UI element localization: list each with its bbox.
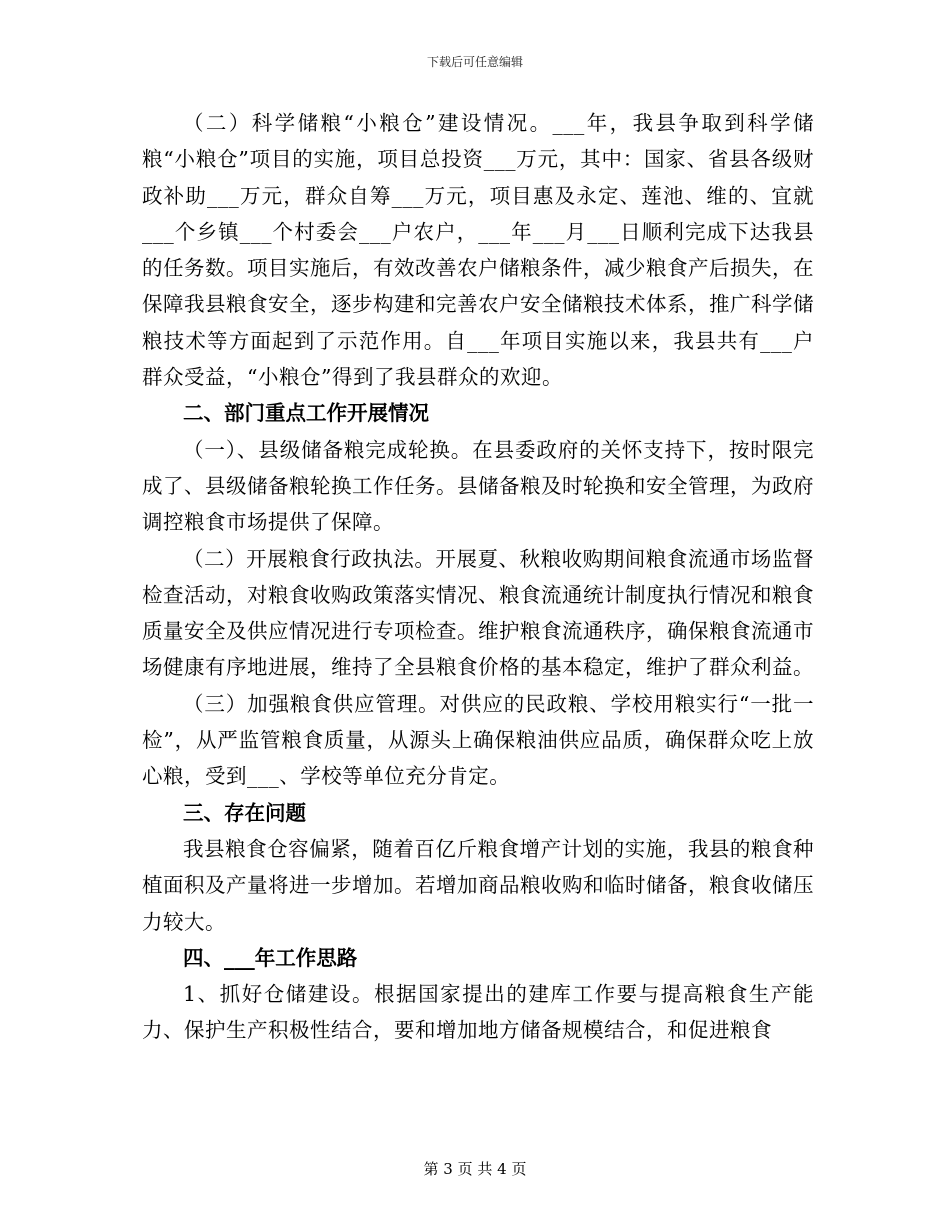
- section-heading-2: 二、部门重点工作开展情况: [183, 401, 429, 426]
- paragraph-supply-management: （三）加强粮食供应管理。对供应的民政粮、学校用粮实行“一批一检”，从严监管粮食质量，从源头上确保粮油供应品质，确保群众吃上放心粮，受到___、学校等单位充分肯定。: [142, 691, 814, 789]
- paragraph-warehouse-construction: 1、抓好仓储建设。根据国家提出的建库工作要与提高粮食生产能力、保护生产积极性结合，要和增加地方储备规模结合，和促进粮食: [142, 982, 814, 1043]
- section-heading-3: 三、存在问题: [183, 800, 306, 825]
- document-body: [142, 105, 814, 1049]
- page-header: 下载后可任意编辑: [426, 55, 523, 69]
- paragraph-grain-storage: （二）科学储粮“小粮仓”建设情况。___年，我县争取到科学储粮“小粮仓”项目的实施，项目总投资___万元，其中：国家、省县各级财政补助___万元，群众自筹___万元，项目惠及永定、莲池、维的、宜就___个乡镇___个村委会___户农户，___年___月___日顺利完成下达我县的任务数。项目实施后，有效改善农户储粮条件，减少粮食产后损失，在保障我县粮食安全，逐步构建和完善农户安全储粮技术体系，推广科学储粮技术等方面起到了示范作用。自___年项目实施以来，我县共有___户群众受益，“小粮仓”得到了我县群众的欢迎。: [142, 111, 814, 390]
- paragraph-law-enforcement: （二）开展粮食行政执法。开展夏、秋粮收购期间粮食流通市场监督检查活动，对粮食收购政策落实情况、粮食流通统计制度执行情况和粮食质量安全及供应情况进行专项检查。维护粮食流通秩序，确保粮食流通市场健康有序地进展，维持了全县粮食价格的基本稳定，维护了群众利益。: [142, 546, 814, 680]
- page-footer: 第 3 页 共 4 页: [423, 1160, 527, 1178]
- paragraph-reserve-rotation: （一）、县级储备粮完成轮换。在县委政府的关怀支持下，按时限完成了、县级储备粮轮换工作任务。县储备粮及时轮换和安全管理，为政府调控粮食市场提供了保障。: [142, 437, 814, 535]
- paragraph-problems: 我县粮食仓容偏紧，随着百亿斤粮食增产计划的实施，我县的粮食种植面积及产量将进一步增加。若增加商品粮收购和临时储备，粮食收储压力较大。: [142, 836, 814, 934]
- section-heading-4: 四、___年工作思路: [183, 945, 358, 970]
